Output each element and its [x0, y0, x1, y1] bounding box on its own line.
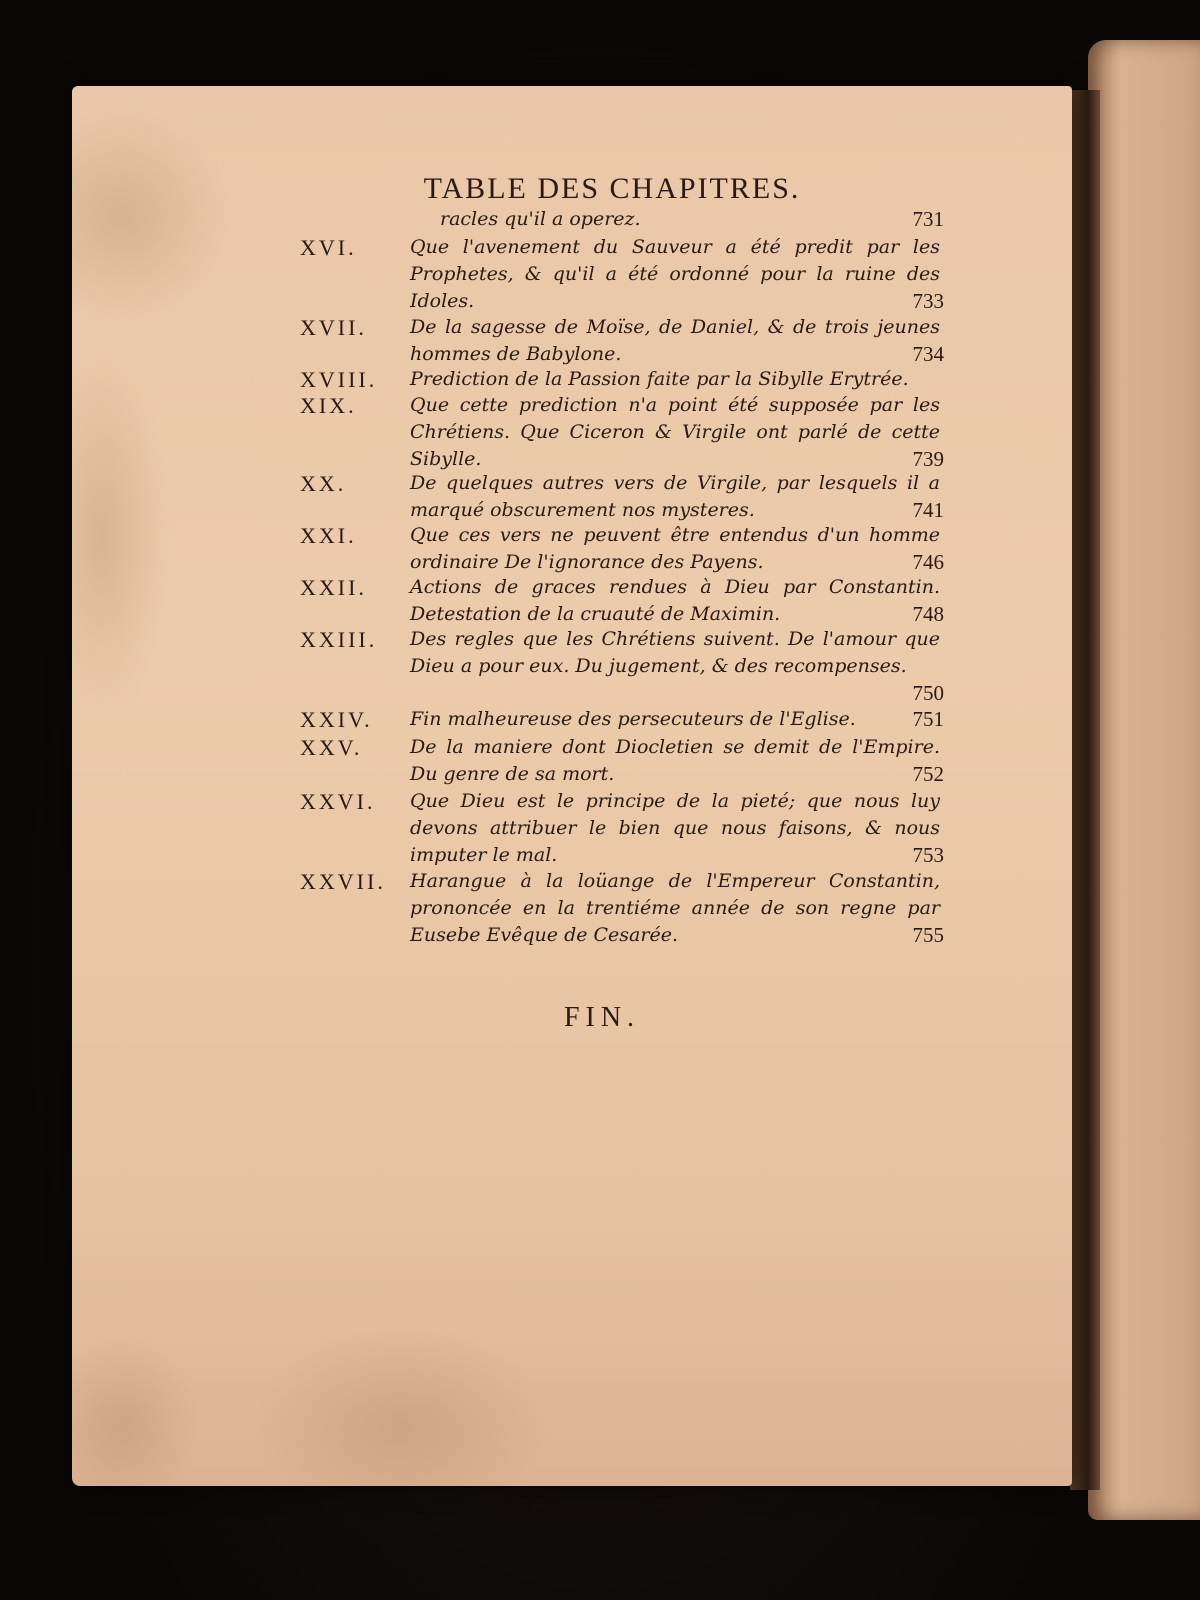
page-number: 750 [912, 681, 944, 705]
chapter-number: XXVI. [300, 789, 376, 814]
page-number: 755 [912, 923, 944, 947]
chapter-number: XXV. [300, 735, 363, 760]
chapter-title: Que Dieu est le principe de la pieté; que nous luy devons attribuer le bien que nous faisons, & nous imputer le mal. [410, 790, 940, 866]
chapter-title: Que l'avenement du Sauveur a été predit par les Prophetes, & qu'il a été ordonné pour la ruine des Idoles. [410, 236, 940, 312]
chapter-title: Que ces vers ne peuvent être entendus d'un homme ordinaire De l'ignorance des Payens. [410, 524, 940, 573]
chapter-number: XXI. [300, 523, 357, 548]
chapter-title: Fin malheureuse des persecuteurs de l'Eglise. [410, 708, 856, 730]
chapter-title: De quelques autres vers de Virgile, par lesquels il a marqué obscurement nos mysteres. [410, 472, 940, 521]
chapter-number: XVIII. [300, 367, 378, 392]
facing-page-edge [1088, 40, 1200, 1520]
page-title: TABLE DES CHAPITRES. [423, 172, 801, 205]
book-gutter [1070, 90, 1100, 1490]
page-number: 752 [912, 762, 944, 786]
page-number: 748 [912, 602, 944, 626]
page-number: 731 [912, 207, 944, 231]
chapter-title: De la sagesse de Moïse, de Daniel, & de trois jeunes hommes de Babylone. [410, 316, 940, 365]
chapter-title: Des regles que les Chrétiens suivent. De l'amour que Dieu a pour eux. Du jugement, & des recompenses. [410, 628, 940, 677]
chapter-title: Harangue à la loüange de l'Empereur Constantin, prononcée en la trentiéme année de son regne par Eusebe Evêque de Cesarée. [410, 870, 940, 946]
chapter-number: XXII. [300, 575, 367, 600]
chapter-table [72, 86, 1072, 1486]
chapter-number: XXVII. [300, 869, 386, 894]
chapter-number: XXIV. [300, 707, 373, 732]
chapter-title: De la maniere dont Diocletien se demit de l'Empire. Du genre de sa mort. [410, 736, 940, 785]
chapter-number: XXIII. [300, 627, 378, 652]
entry-text: racles qu'il a operez. [440, 208, 641, 230]
page-number: 753 [912, 843, 944, 867]
page-number: 746 [912, 550, 944, 574]
chapter-title: Que cette prediction n'a point été supposée par les Chrétiens. Que Ciceron & Virgile ont parlé de cette Sibylle. [410, 394, 940, 470]
chapter-number: XVI. [300, 235, 357, 260]
page-number: 751 [912, 707, 944, 731]
chapter-title: Prediction de la Passion faite par la Sibylle Erytrée. [410, 368, 909, 390]
chapter-title: Actions de graces rendues à Dieu par Constantin. Detestation de la cruauté de Maximin. [410, 576, 940, 625]
page-number: 739 [912, 447, 944, 471]
page-number: 734 [912, 342, 944, 366]
chapter-number: XVII. [300, 315, 367, 340]
page-number: 741 [912, 498, 944, 522]
fin-label: FIN. [563, 1002, 641, 1033]
chapter-number: XIX. [300, 393, 357, 418]
book-page [72, 86, 1072, 1486]
chapter-number: XX. [300, 471, 347, 496]
page-number: 733 [912, 289, 944, 313]
